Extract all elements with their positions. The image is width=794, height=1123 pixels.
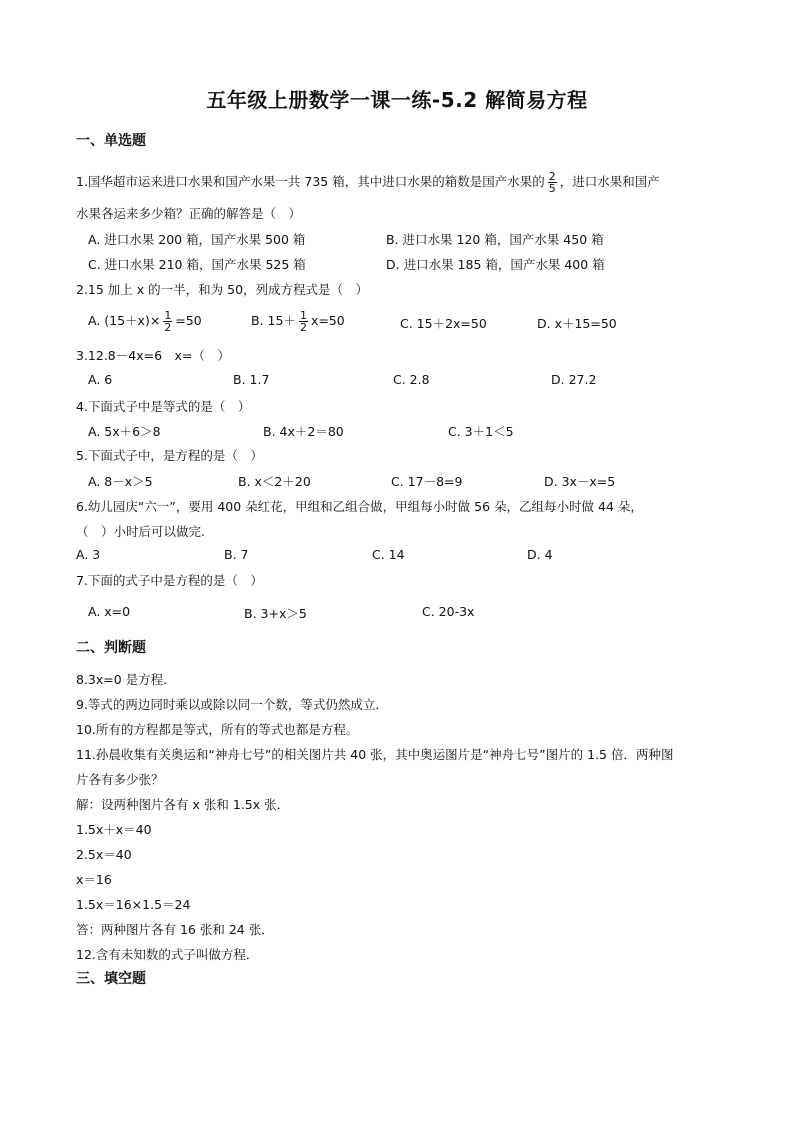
section-heading-single-choice: 一、单选题 xyxy=(76,133,146,149)
q3-option-c[interactable]: C. 2.8 xyxy=(393,372,430,387)
section-heading-fill-in: 三、填空题 xyxy=(76,971,146,987)
fraction-one-half: $\frac{1}{2}$ xyxy=(299,309,307,334)
question-6-text-b: （ ）小时后可以做完. xyxy=(76,524,205,539)
question-12: 12.含有未知数的式子叫做方程． xyxy=(76,947,259,962)
q6-option-b[interactable]: B. 7 xyxy=(224,547,249,562)
q6-option-a[interactable]: A. 3 xyxy=(76,547,101,562)
q2-option-a[interactable]: A. (15＋x)× $\frac{1}{2}$ =50 xyxy=(88,309,202,334)
question-11-text-b: 片各有多少张？ xyxy=(76,772,164,787)
q5-option-b[interactable]: B. x＜2＋20 xyxy=(238,474,311,489)
fraction-one-half: $\frac{1}{2}$ xyxy=(164,309,172,334)
q5-option-d[interactable]: D. 3x－x=5 xyxy=(544,474,616,489)
question-11-text-a: 11.孙晨收集有关奥运和“神舟七号”的相关图片共 40 张，其中奥运图片是“神舟七号”图片的 1.5 倍．两种图 xyxy=(76,747,674,762)
q3-option-a[interactable]: A. 6 xyxy=(88,372,113,387)
question-1-text-a: 1.国华超市运来进口水果和国产水果一共 735 箱，其中进口水果的箱数是国产水果的 xyxy=(76,174,545,189)
solution-line-5: 1.5x＝16×1.5＝24 xyxy=(76,897,191,912)
question-1-text-c: 水果各运来多少箱？正确的解答是（ ） xyxy=(76,206,302,221)
question-2: 2.15 加上 x 的一半，和为 50，列成方程式是（ ） xyxy=(76,282,369,297)
question-9: 9.等式的两边同时乘以或除以同一个数，等式仍然成立． xyxy=(76,697,388,712)
q5-option-a[interactable]: A. 8－x＞5 xyxy=(88,474,153,489)
solution-line-1: 解：设两种图片各有 x 张和 1.5x 张． xyxy=(76,797,290,812)
q4-option-b[interactable]: B. 4x＋2＝80 xyxy=(263,424,344,439)
question-1 xyxy=(76,171,660,194)
q7-option-c[interactable]: C. 20-3x xyxy=(422,604,475,619)
solution-line-4: x＝16 xyxy=(76,872,112,887)
q4-option-c[interactable]: C. 3＋1＜5 xyxy=(448,424,514,439)
solution-answer: 答：两种图片各有 16 张和 24 张． xyxy=(76,922,274,937)
question-6-text-a: 6.幼儿园庆“六一”，要用 400 朵红花，甲组和乙组合做，甲组每小时做 56 朵，乙组每小时做 44 朵， xyxy=(76,499,643,514)
solution-line-2: 1.5x＋x＝40 xyxy=(76,822,152,837)
q6-option-c[interactable]: C. 14 xyxy=(372,547,405,562)
q2-option-b[interactable]: B. 15＋ $\frac{1}{2}$ x=50 xyxy=(251,309,345,334)
q3-option-d[interactable]: D. 27.2 xyxy=(551,372,597,387)
question-8: 8.3x=0 是方程． xyxy=(76,672,176,687)
section-heading-true-false: 二、判断题 xyxy=(76,640,146,656)
q2-option-c[interactable]: C. 15＋2x=50 xyxy=(400,316,487,331)
question-1-text-b: ，进口水果和国产 xyxy=(559,174,660,189)
q6-option-d[interactable]: D. 4 xyxy=(527,547,553,562)
q4-option-a[interactable]: A. 5x＋6＞8 xyxy=(88,424,161,439)
q1-option-d[interactable]: D. 进口水果 185 箱，国产水果 400 箱 xyxy=(386,257,605,272)
q7-option-b[interactable]: B. 3+x＞5 xyxy=(244,606,307,621)
fraction-two-fifths: $\frac{2}{5}$ xyxy=(548,170,556,195)
question-4: 4.下面式子中是等式的是（ ） xyxy=(76,399,251,414)
question-3: 3.12.8－4x=6 x=（ ） xyxy=(76,348,230,363)
question-10: 10.所有的方程都是等式，所有的等式也都是方程。 xyxy=(76,722,359,737)
q5-option-c[interactable]: C. 17－8=9 xyxy=(391,474,463,489)
solution-line-3: 2.5x＝40 xyxy=(76,847,132,862)
page-title: 五年级上册数学一课一练-5.2 解简易方程 xyxy=(206,88,588,112)
q1-option-b[interactable]: B. 进口水果 120 箱，国产水果 450 箱 xyxy=(386,232,604,247)
question-5: 5.下面式子中，是方程的是（ ） xyxy=(76,448,263,463)
q7-option-a[interactable]: A. x=0 xyxy=(88,604,131,619)
question-7: 7.下面的式子中是方程的是（ ） xyxy=(76,573,263,588)
q1-option-a[interactable]: A. 进口水果 200 箱，国产水果 500 箱 xyxy=(88,232,306,247)
q3-option-b[interactable]: B. 1.7 xyxy=(233,372,270,387)
q1-option-c[interactable]: C. 进口水果 210 箱，国产水果 525 箱 xyxy=(88,257,306,272)
q2-option-d[interactable]: D. x＋15=50 xyxy=(537,316,617,331)
